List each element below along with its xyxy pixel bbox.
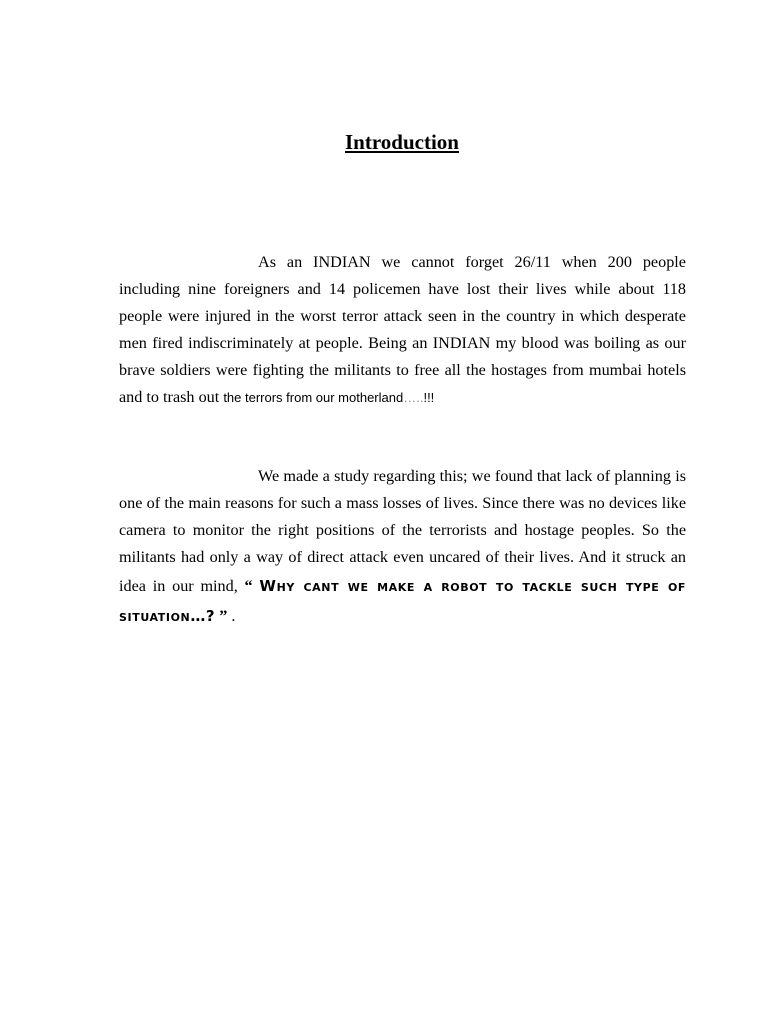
open-quote: “ [244,577,253,595]
paragraph-2-end: . [227,607,236,625]
intro-paragraph-1 [119,249,686,411]
robot-idea-emphasis: Why cant we make a robot to tackle such type of situation…? [119,577,687,625]
paragraph-1-tail-text: the terrors from our motherland [223,390,404,405]
paragraph-1-text: As an INDIAN we cannot forget 26/11 when 200 people including nine foreigners and 14 policemen have lost their lives while about 118 people were injured in the worst terror attack seen in the country in which desperate men fired indiscriminately at people. Being an INDIAN my blood was boiling as our brave soldiers were fighting the militants to free all the hostages from mumbai hotels and to trash out [119,253,686,406]
paragraph-1-tail [223,390,434,405]
close-quote: ” [219,607,228,625]
paragraph-2-text: We made a study regarding this; we found that lack of planning is one of the main reasons for such a mass losses of lives. Since there was no devices like camera to monitor the right positions of the terrorists and hostage peoples. So the militants had only a way of direct attack even uncared of their lives. And it struck an idea in our mind, [119,467,686,595]
paragraph-1-exclamation: !!! [423,390,435,405]
page-title: Introduction [345,130,459,154]
paragraph-1-ellipsis: ….. [403,390,424,405]
intro-paragraph-2 [119,463,686,631]
